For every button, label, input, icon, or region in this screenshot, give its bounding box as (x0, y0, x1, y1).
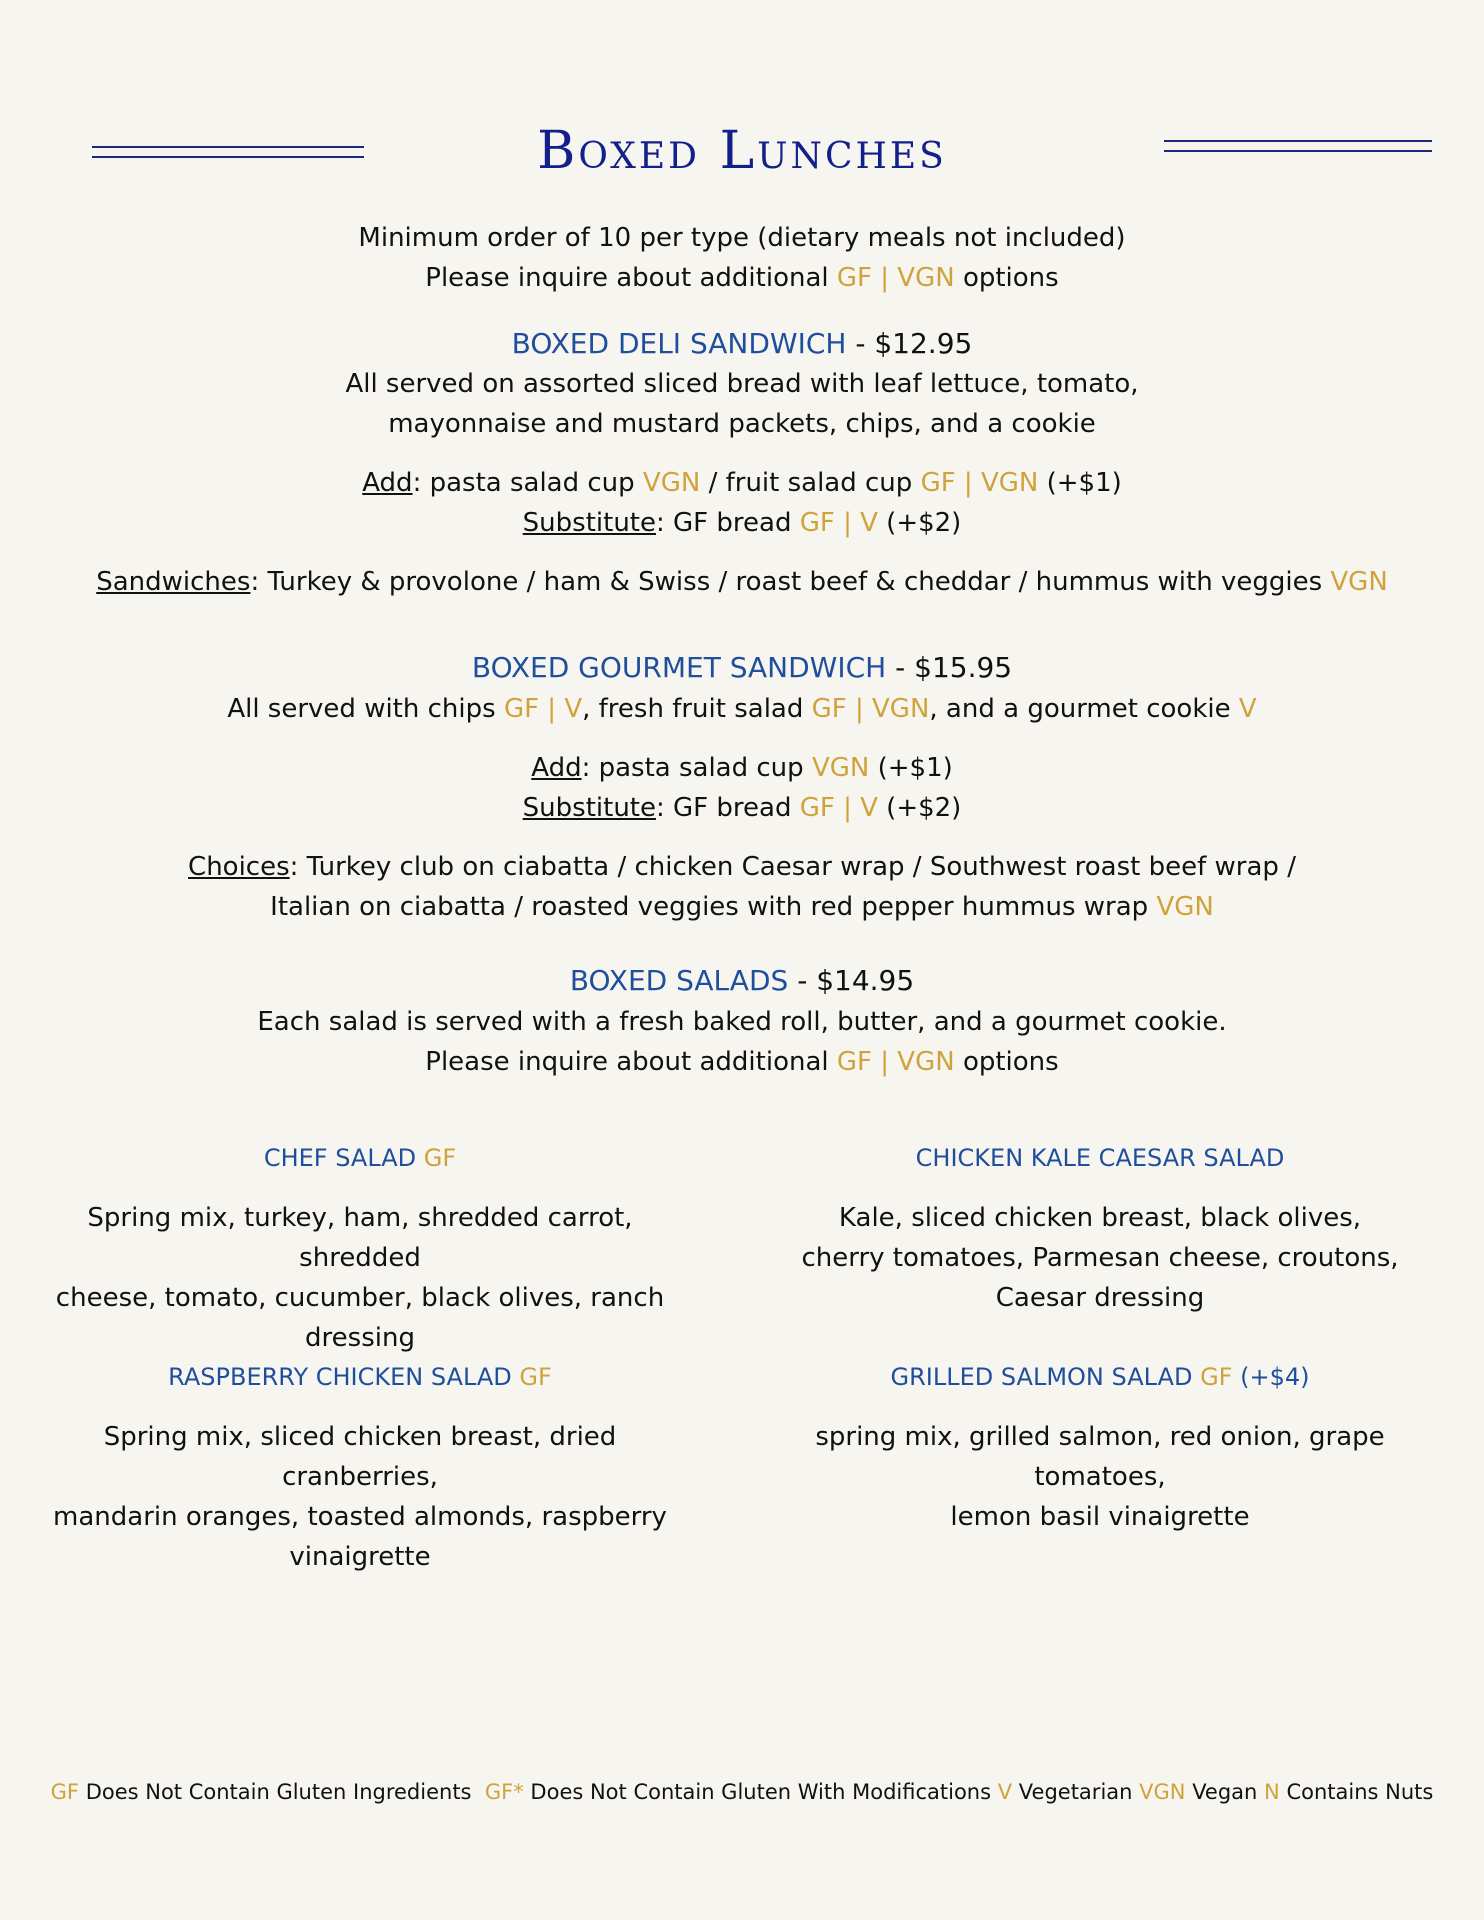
salad-name: RASPBERRY CHICKEN SALAD (168, 1363, 512, 1391)
deli-add-price: (+$1) (1046, 468, 1122, 498)
salads-heading (0, 961, 1484, 1001)
salad-desc-line: Caesar dressing (995, 1283, 1205, 1313)
deli-add-label: Add (362, 468, 413, 498)
salad-tag: GF (519, 1363, 552, 1391)
page-title: Boxed Lunches (537, 121, 947, 181)
gourmet-sub-tag: GF | V (799, 793, 878, 823)
gourmet-heading (0, 648, 1484, 688)
intro-text: Please inquire about additional (425, 263, 829, 293)
salad-description (40, 1417, 680, 1577)
gourmet-desc-tag-b: GF | VGN (811, 694, 930, 724)
gourmet-desc-b: , fresh fruit salad (582, 694, 804, 724)
salad-item-chicken-kale-caesar (760, 1138, 1440, 1318)
gourmet-add-label: Add (531, 753, 582, 783)
salad-desc-line: Spring mix, turkey, ham, shredded carrot, shredded (87, 1203, 633, 1273)
deli-sub-tag: GF | V (799, 508, 878, 538)
gourmet-add-tag: VGN (811, 753, 870, 783)
deli-add-text-b: / fruit salad cup (708, 468, 913, 498)
salad-title (760, 1138, 1440, 1178)
deli-sandwiches-text: : Turkey & provolone / ham & Swiss / roast beef & cheddar / hummus with veggies (250, 567, 1323, 597)
legend-text: Does Not Contain Gluten Ingredients (85, 1780, 472, 1804)
legend-tag: N (1264, 1780, 1280, 1804)
gourmet-substitute (0, 788, 1484, 828)
salad-name: CHICKEN KALE CAESAR SALAD (915, 1144, 1285, 1172)
gourmet-desc-a: All served with chips (227, 694, 496, 724)
deli-heading (0, 324, 1484, 364)
deli-substitute (0, 503, 1484, 543)
salad-title (40, 1138, 680, 1178)
title-row (0, 118, 1484, 188)
salads-desc-2-text: Please inquire about additional (425, 1047, 829, 1077)
deli-add-text-a: : pasta salad cup (412, 468, 635, 498)
intro-line-2 (0, 258, 1484, 298)
salad-desc-line: vinaigrette (289, 1542, 431, 1572)
deli-sandwiches (0, 562, 1484, 602)
gourmet-add-text: : pasta salad cup (581, 753, 804, 783)
salad-description (40, 1198, 680, 1358)
salads-name: BOXED SALADS (569, 964, 789, 997)
gourmet-desc-c: , and a gourmet cookie (929, 694, 1231, 724)
legend-text: Vegetarian (1018, 1780, 1133, 1804)
gourmet-choices-text-2: Italian on ciabatta / roasted veggies with red pepper hummus wrap (270, 892, 1149, 922)
salad-item-chef (40, 1138, 680, 1358)
deli-desc-1: All served on assorted sliced bread with leaf lettuce, tomato, (345, 369, 1139, 399)
gourmet-desc-tag-a: GF | V (503, 694, 583, 724)
salad-desc-line: mandarin oranges, toasted almonds, raspberry (53, 1502, 667, 1532)
salad-item-raspberry-chicken (40, 1357, 680, 1577)
salad-title (760, 1357, 1440, 1397)
salad-desc-line: spring mix, grilled salmon, red onion, grape tomatoes, (815, 1422, 1385, 1492)
salad-desc-line: cheese, tomato, cucumber, black olives, ranch (55, 1283, 665, 1313)
gourmet-add (0, 748, 1484, 788)
gourmet-sub-text: : GF bread (656, 793, 792, 823)
gourmet-choices-label: Choices (188, 852, 290, 882)
gourmet-price: - $15.95 (886, 651, 1013, 684)
legend-tag: GF* (484, 1780, 524, 1804)
deli-sandwiches-tag: VGN (1330, 567, 1388, 597)
salad-desc-line: Kale, sliced chicken breast, black olives, (838, 1203, 1362, 1233)
salad-desc-line: Spring mix, sliced chicken breast, dried cranberries, (103, 1422, 617, 1492)
salad-desc-line: cherry tomatoes, Parmesan cheese, croutons, (801, 1243, 1399, 1273)
gourmet-sub-label: Substitute (522, 793, 656, 823)
gourmet-desc (0, 689, 1484, 729)
deli-add (0, 463, 1484, 503)
intro-diet-tags: GF | VGN (836, 263, 955, 293)
salad-desc-line: lemon basil vinaigrette (950, 1502, 1250, 1532)
salad-desc-line: dressing (305, 1323, 415, 1353)
dietary-legend (0, 1775, 1484, 1809)
gourmet-choices-tag: VGN (1156, 892, 1214, 922)
legend-tag: GF (50, 1780, 79, 1804)
salads-desc-1: Each salad is served with a fresh baked roll, butter, and a gourmet cookie. (257, 1007, 1227, 1037)
legend-tag: VGN (1139, 1780, 1186, 1804)
title-right-rule-2 (1164, 150, 1432, 152)
deli-sandwiches-label: Sandwiches (96, 567, 251, 597)
deli-add-tag-a: VGN (642, 468, 701, 498)
gourmet-sub-price: (+$2) (886, 793, 962, 823)
intro-text-end: options (962, 263, 1059, 293)
deli-add-tag-b: GF | VGN (920, 468, 1039, 498)
salad-title (40, 1357, 680, 1397)
salad-tag: GF (423, 1144, 457, 1172)
deli-sub-label: Substitute (522, 508, 656, 538)
gourmet-name: BOXED GOURMET SANDWICH (471, 651, 887, 684)
deli-price: - $12.95 (846, 327, 973, 360)
salad-tag: GF (1200, 1363, 1233, 1391)
intro-line-1: Minimum order of 10 per type (dietary meals not included) (358, 223, 1126, 253)
gourmet-add-price: (+$1) (877, 753, 953, 783)
salad-description (760, 1417, 1440, 1537)
deli-desc-2: mayonnaise and mustard packets, chips, and a cookie (388, 409, 1096, 439)
title-right-rule (1164, 140, 1432, 142)
gourmet-choices-1 (0, 847, 1484, 887)
salads-price: - $14.95 (788, 964, 915, 997)
salad-name: GRILLED SALMON SALAD (890, 1363, 1193, 1391)
salads-desc-2 (0, 1042, 1484, 1082)
salad-name: CHEF SALAD (263, 1144, 417, 1172)
gourmet-choices-text-1: : Turkey club on ciabatta / chicken Caesar wrap / Southwest roast beef wrap / (289, 852, 1296, 882)
legend-text: Does Not Contain Gluten With Modifications (530, 1780, 992, 1804)
salad-description (760, 1198, 1440, 1318)
salads-desc-2-end: options (962, 1047, 1059, 1077)
gourmet-choices-2 (0, 887, 1484, 927)
salad-extra-price: (+$4) (1240, 1363, 1310, 1391)
legend-text: Vegan (1192, 1780, 1258, 1804)
legend-text: Contains Nuts (1286, 1780, 1434, 1804)
salads-desc-2-tags: GF | VGN (836, 1047, 955, 1077)
deli-name: BOXED DELI SANDWICH (511, 327, 847, 360)
gourmet-desc-tag-c: V (1238, 694, 1257, 724)
deli-sub-text: : GF bread (656, 508, 792, 538)
salad-item-grilled-salmon (760, 1357, 1440, 1537)
legend-tag: V (997, 1780, 1013, 1804)
deli-sub-price: (+$2) (886, 508, 962, 538)
